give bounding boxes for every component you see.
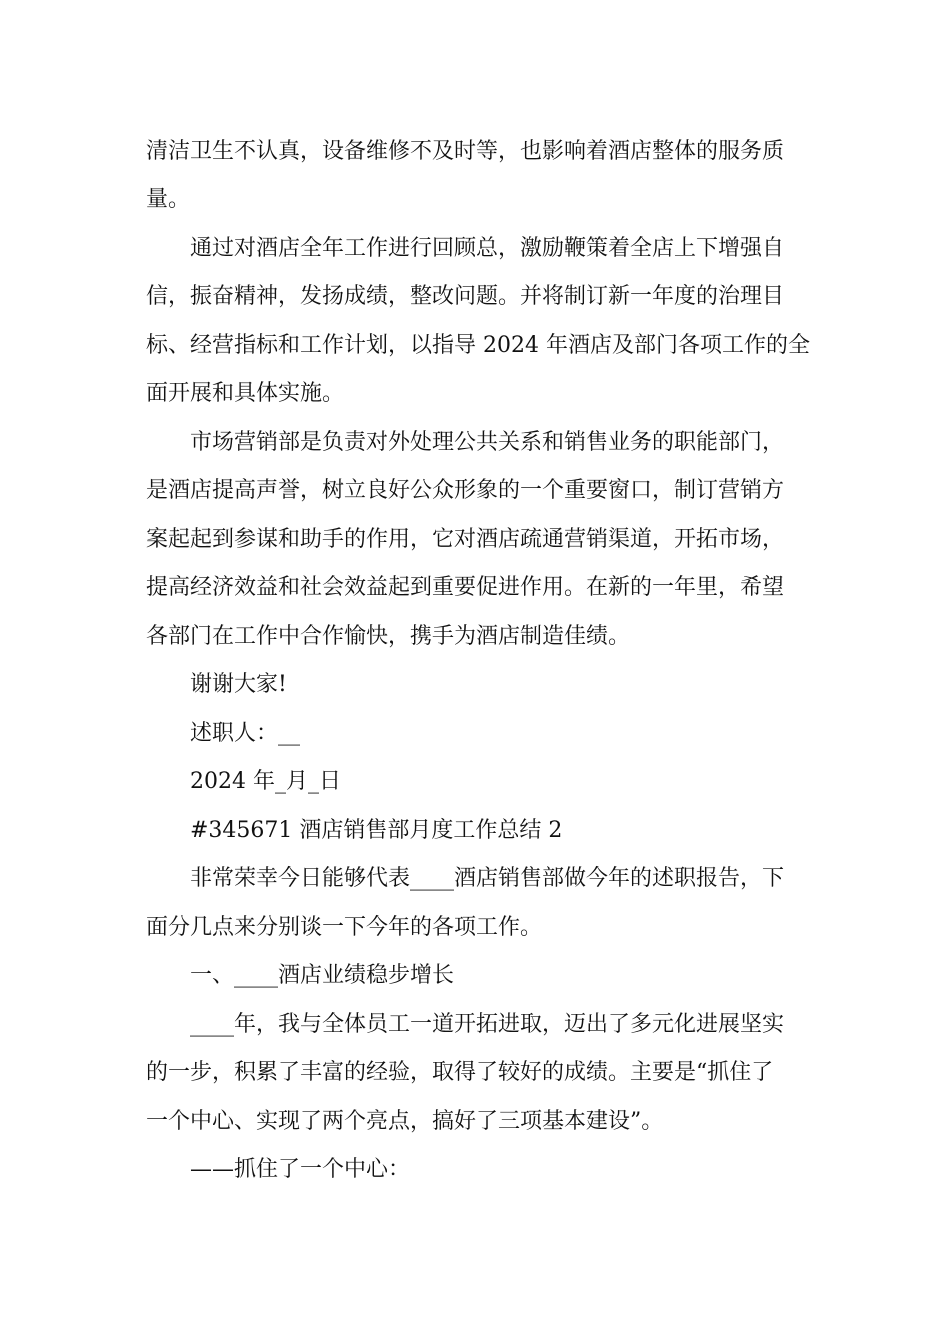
text-line [0, 661, 950, 709]
text-line-content: 是酒店提高声誉，树立良好公众形象的一个重要窗口，制订营销方 [146, 478, 785, 503]
text-line [0, 1098, 950, 1146]
text-line [0, 952, 950, 1000]
text-line-content: 面分几点来分别谈一下今年的各项工作。 [146, 915, 543, 940]
text-line [0, 370, 950, 418]
text-line-content: 面开展和具体实施。 [146, 381, 345, 406]
text-line [0, 904, 950, 952]
text-line-content: 清洁卫生不认真，设备维修不及时等，也影响着酒店整体的服务质 [146, 139, 785, 164]
text-line [0, 613, 950, 661]
text-line [0, 225, 950, 273]
text-line-content: 述职人：__ [190, 721, 301, 746]
text-line-content: 各部门在工作中合作愉快，携手为酒店制造佳绩。 [146, 624, 631, 649]
text-line-content: 谢谢大家! [190, 672, 287, 697]
text-line [0, 273, 950, 321]
text-line-content: 提高经济效益和社会效益起到重要促进作用。在新的一年里，希望 [146, 575, 785, 600]
text-line-content: 量。 [146, 187, 191, 212]
text-line [0, 1001, 950, 1049]
text-line-content: 标、经营指标和工作计划，以指导 2024 年酒店及部门各项工作的全 [146, 333, 810, 358]
text-line-content: #345671 酒店销售部月度工作总结 2 [190, 818, 563, 843]
text-line [0, 564, 950, 612]
text-line [0, 710, 950, 758]
text-line [0, 419, 950, 467]
text-line-content: 2024 年_月_日 [190, 769, 341, 794]
text-line [0, 176, 950, 224]
text-line-content: ——抓住了一个中心： [190, 1157, 411, 1182]
text-line-content: 信，振奋精神，发扬成绩，整改问题。并将制订新一年度的治理目 [146, 284, 785, 309]
text-line-content: 通过对酒店全年工作进行回顾总，激励鞭策着全店上下增强自 [190, 236, 785, 261]
text-line-content: 一个中心、实现了两个亮点，搞好了三项基本建设”。 [146, 1109, 664, 1134]
text-line [0, 322, 950, 370]
text-line [0, 758, 950, 806]
text-line-content: 案起起到参谋和助手的作用，它对酒店疏通营销渠道，开拓市场， [146, 527, 785, 552]
text-line [0, 1146, 950, 1194]
text-line-content: 非常荣幸今日能够代表____酒店销售部做今年的述职报告，下 [190, 866, 785, 891]
text-line [0, 516, 950, 564]
text-line [0, 807, 950, 855]
text-line-content: 一、____酒店业绩稳步增长 [190, 963, 455, 988]
text-line-content: 市场营销部是负责对外处理公共关系和销售业务的职能部门， [190, 430, 785, 455]
text-line [0, 855, 950, 903]
text-line [0, 467, 950, 515]
text-line [0, 128, 950, 176]
text-line [0, 1049, 950, 1097]
text-line-content: ____年，我与全体员工一道开拓进取，迈出了多元化进展坚实 [190, 1012, 785, 1037]
text-line-content: 的一步，积累了丰富的经验，取得了较好的成绩。主要是“抓住了 [146, 1060, 774, 1085]
